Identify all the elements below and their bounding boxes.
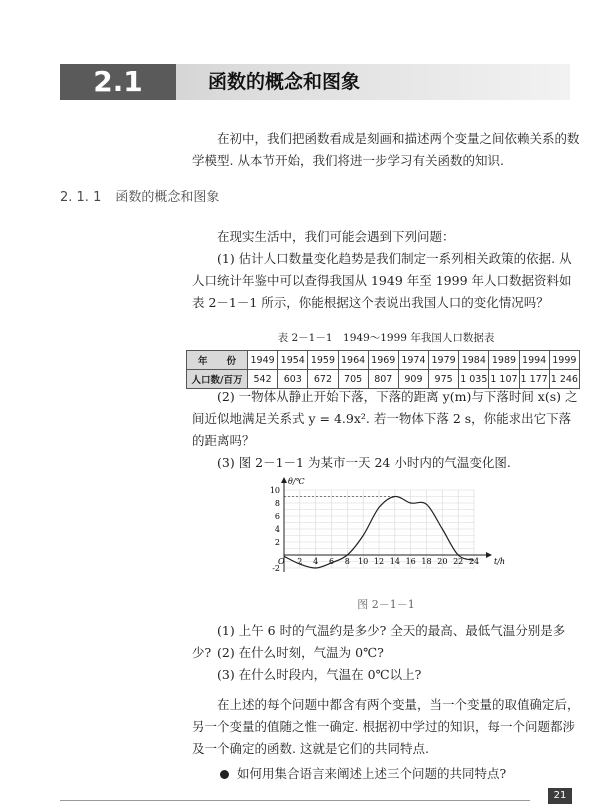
table-row [187, 351, 580, 370]
year-cell: 1954 [278, 351, 308, 370]
thinking-question [220, 764, 580, 784]
question-1: (1) 估计人口数量变化趋势是我们制定一系列相关政策的依据. 从人口统计年鉴中可以查得我国从 1949 年至 1999 年人口数据资料如表 2－1－1 所示，你能根据这个表说出我国人口的变化情况吗？ [192, 251, 572, 310]
population-cell: 1 246 [549, 370, 579, 389]
year-cell: 1969 [368, 351, 398, 370]
y-tick-label: 10 [269, 486, 280, 495]
year-cell: 1959 [308, 351, 338, 370]
year-cell: 1999 [549, 351, 579, 370]
y-tick-label: 8 [274, 499, 280, 508]
figure-caption: 图 2－1－1 [357, 598, 415, 611]
conclusion-paragraph: 在上述的每个问题中都含有两个变量，当一个变量的取值确定后，另一个变量的值随之惟一确定. 根据初中学过的知识，每一个问题都涉及一个确定的函数. 这就是它们的共同特点. [192, 697, 580, 756]
year-cell: 1989 [489, 351, 519, 370]
question-3: (3) 图 2－1－1 为某市一天 24 小时内的气温变化图. [217, 455, 511, 470]
year-cell: 1984 [459, 351, 489, 370]
x-tick-label: 8 [344, 557, 350, 566]
x-tick-label: 6 [328, 557, 335, 566]
x-tick-label: 16 [405, 557, 416, 566]
population-cell: 975 [429, 370, 459, 389]
population-cell: 807 [368, 370, 398, 389]
footer-rule [60, 800, 530, 801]
population-cell: 705 [338, 370, 368, 389]
y-axis-arrow-icon [281, 477, 287, 483]
year-cell: 1974 [398, 351, 428, 370]
row-label-population: 人口数/百万 [187, 370, 248, 389]
population-cell: 672 [308, 370, 338, 389]
population-cell: 1 177 [519, 370, 549, 389]
year-cell: 1979 [429, 351, 459, 370]
x-tick-label: 10 [358, 557, 369, 566]
population-cell: 909 [398, 370, 428, 389]
thinking-question-text: 如何用集合语言来阐述上述三个问题的共同特点? [237, 766, 507, 781]
year-cell: 1994 [519, 351, 549, 370]
row-label-year: 年 份 [187, 351, 248, 370]
page-number: 21 [548, 788, 572, 804]
intro-paragraph: 在初中，我们把函数看成是刻画和描述两个变量之间依赖关系的数学模型. 从本节开始，我们将进一步学习有关函数的知识. [192, 131, 580, 168]
y-tick-label: 2 [274, 538, 280, 547]
x-tick-label: 22 [453, 557, 464, 566]
x-tick-label: 24 [468, 557, 480, 566]
y-tick-label: 4 [274, 525, 280, 534]
subsection-number: 2. 1. 1 [60, 190, 102, 205]
lead-paragraph: 在现实生活中，我们可能会遇到下列问题： [217, 229, 455, 244]
year-cell: 1949 [248, 351, 278, 370]
y-axis-label: θ/℃ [288, 477, 305, 486]
section-number: 2.1 [60, 64, 176, 100]
population-cell: 1 107 [489, 370, 519, 389]
x-tick-label: 12 [373, 557, 385, 566]
subsection-title: 函数的概念和图象 [115, 190, 220, 205]
sub-question-2: (2) 在什么时刻，气温为 0℃? [217, 645, 384, 660]
population-cell: 603 [278, 370, 308, 389]
table-caption: 表 2－1－1 1949～1999 年我国人口数据表 [277, 332, 495, 344]
section-banner [60, 64, 570, 100]
origin-label: O [278, 557, 285, 566]
x-tick-label: 14 [389, 557, 400, 566]
population-cell: 542 [248, 370, 278, 389]
x-tick-label: 18 [421, 557, 432, 566]
population-table [186, 350, 580, 389]
x-axis-label: t/h [494, 557, 506, 566]
year-cell: 1964 [338, 351, 368, 370]
bullet-icon [220, 770, 229, 779]
subsection-heading [60, 186, 233, 205]
question-2: (2) 一物体从静止开始下落，下落的距离 y(m)与下落时间 x(s) 之间近似地满足关系式 y = 4.9x². 若一物体下落 2 s，你能求出它下落的距离吗？ [192, 389, 578, 448]
y-tick-label: 6 [274, 512, 280, 521]
population-cell: 1 035 [459, 370, 489, 389]
section-title: 函数的概念和图象 [208, 71, 361, 93]
x-axis-arrow-icon [486, 552, 492, 558]
x-tick-label: 2 [297, 557, 303, 566]
y-tick-label: -2 [272, 564, 280, 573]
sub-question-1: (1) 上午 6 时的气温约是多少? 全天的最高、最低气温分别是多少? [192, 623, 566, 660]
x-tick-label: 20 [437, 557, 448, 566]
temperature-chart [260, 476, 510, 588]
x-tick-label: 4 [313, 557, 319, 566]
sub-question-3: (3) 在什么时段内，气温在 0℃以上? [217, 667, 422, 682]
